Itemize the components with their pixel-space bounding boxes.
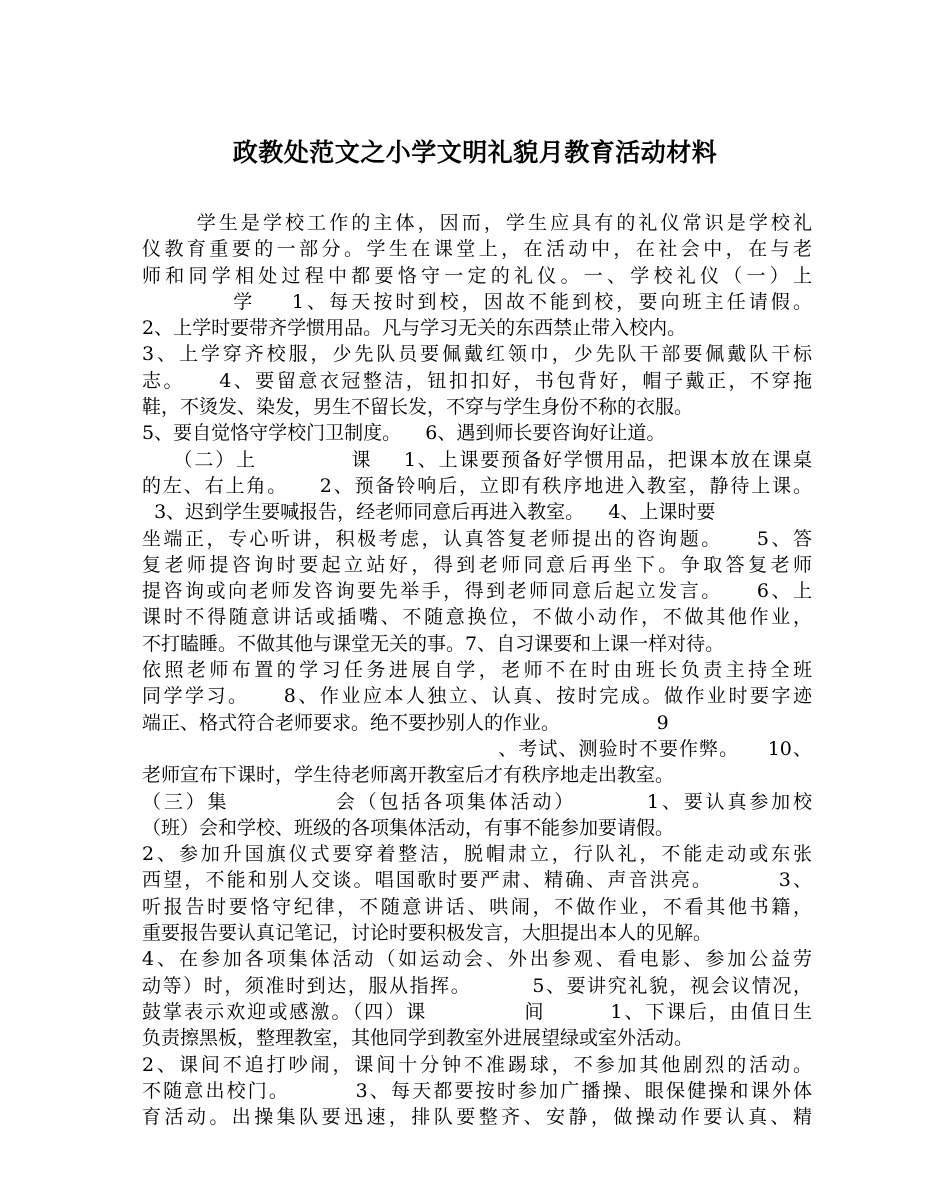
- body-line: 2、参加升国旗仪式要穿着整洁，脱帽肃立，行队礼，不能走动或东张: [142, 843, 812, 866]
- body-line: 听报告时要恪守纪律，不随意讲话、哄闹，不做作业，不看其他书籍，: [142, 895, 812, 918]
- body-line: 、考试、测验时不要作弊。 10、: [142, 737, 812, 760]
- body-line: 育活动。出操集队要迅速，排队要整齐、安静，做操动作要认真、精: [142, 1106, 812, 1129]
- body-line: 2、课间不追打吵闹，课间十分钟不准踢球，不参加其他剧烈的活动。: [142, 1053, 812, 1076]
- body-line: 动等）时，须准时到达，服从指挥。 5、要讲究礼貌，视会议情况，: [142, 974, 812, 997]
- body-line: 3、上学穿齐校服，少先队员要佩戴红领巾，少先队干部要佩戴队干标: [142, 343, 812, 366]
- document-body: [142, 210, 812, 1130]
- body-line: 学生是学校工作的主体，因而，学生应具有的礼仪常识是学校礼: [142, 212, 812, 234]
- body-line: 5、要自觉恪守学校门卫制度。 6、遇到师长要咨询好让道。: [142, 422, 666, 445]
- body-line: 复老师提咨询时要起立站好，得到老师同意后再坐下。争取答复老师: [142, 553, 812, 576]
- body-line: 鞋，不烫发、染发，男生不留长发，不穿与学生身份不称的衣服。: [142, 396, 694, 419]
- body-line: 不随意出校门。 3、每天都要按时参加广播操、眼保健操和课外体: [142, 1079, 812, 1102]
- body-line: 的左、右上角。 2、预备铃响后，立即有秩序地进入教室，静待上课。: [142, 474, 812, 497]
- body-line: （班）会和学校、班级的各项集体活动，有事不能参加要请假。: [142, 816, 675, 839]
- body-line: 课时不得随意讲话或插嘴、不随意换位，不做小动作，不做其他作业，: [142, 606, 812, 629]
- body-line: 重要报告要认真记笔记，讨论时要积极发言，大胆提出本人的见解。: [142, 922, 713, 945]
- body-line: 坐端正，专心听讲，积极考虑，认真答复老师提出的咨询题。 5、答: [142, 527, 812, 550]
- body-line: 依照老师布置的学习任务进展自学，老师不在时由班长负责主持全班: [142, 659, 812, 682]
- body-line: 志。 4、要留意衣冠整洁，钮扣扣好，书包背好，帽子戴正，不穿拖: [142, 369, 812, 392]
- body-line: （三）集 会（包括各项集体活动） 1、要认真参加校: [142, 790, 812, 813]
- body-line: 鼓掌表示欢迎或感激。（四）课 间 1、下课后，由值日生: [142, 1000, 812, 1023]
- body-line: 2、上学时要带齐学惯用品。凡与学习无关的东西禁止带入校内。: [142, 317, 687, 340]
- body-line: 学 1、每天按时到校，因故不能到校，要向班主任请假。: [142, 290, 812, 313]
- body-line: 同学学习。 8、作业应本人独立、认真、按时完成。做作业时要字迹: [142, 685, 812, 708]
- body-line: 提咨询或向老师发咨询要先举手，得到老师同意后起立发言。 6、上: [142, 580, 812, 603]
- body-line: 老师宣布下课时，学生待老师离开教室后才有秩序地走出教室。: [142, 764, 675, 787]
- body-line: 端正、格式符合老师要求。绝不要抄别人的作业。 9: [142, 711, 669, 734]
- document-title: 政教处范文之小学文明礼貌月教育活动材料: [232, 138, 718, 167]
- body-line: 西望，不能和别人交谈。唱国歌时要严肃、精确、声音洪亮。 3、: [142, 869, 812, 892]
- body-line: 不打瞌睡。不做其他与课堂无关的事。7、自习课要和上课一样对待。: [142, 632, 725, 655]
- body-line: （二）上 课 1、上课要预备好学惯用品，把课本放在课桌: [142, 448, 812, 471]
- body-line: 仪教育重要的一部分。学生在课堂上，在活动中，在社会中，在与老: [142, 238, 812, 261]
- body-line: 4、在参加各项集体活动（如运动会、外出参观、看电影、参加公益劳: [142, 948, 812, 971]
- body-line: 3、迟到学生要喊报告，经老师同意后再进入教室。 4、上课时要: [142, 501, 716, 524]
- body-line: 师和同学相处过程中都要恪守一定的礼仪。一、学校礼仪（一）上: [142, 264, 812, 287]
- body-line: 负责擦黑板，整理教室，其他同学到教室外进展望绿或室外活动。: [142, 1027, 694, 1050]
